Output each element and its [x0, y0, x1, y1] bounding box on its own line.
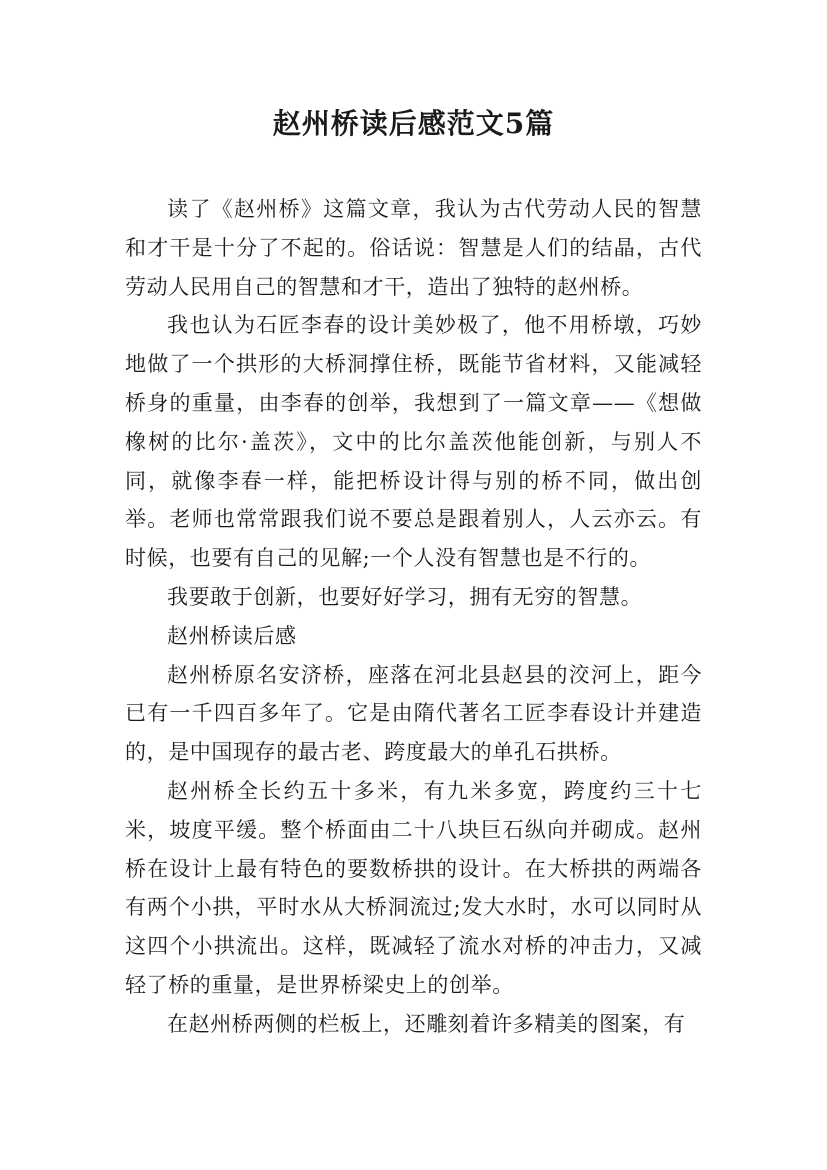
document-title: 赵州桥读后感范文5篇: [272, 107, 555, 140]
paragraph-3: 我要敢于创新，也要好好学习，拥有无穷的智慧。: [167, 584, 643, 609]
document-body: [125, 190, 702, 1044]
paragraph-5: 赵州桥全长约五十多米，有九米多宽，跨度约三十七米，坡度平缓。整个桥面由二十八块巨石纵向并砌成。赵州桥在设计上最有特色的要数桥拱的设计。在大桥拱的两端各有两个小拱，平时水从大桥洞流过;发大水时，水可以同时从这四个小拱流出。这样，既减轻了流水对桥的冲击力，又减轻了桥的重量，是世界桥梁史上的创举。: [125, 778, 702, 997]
paragraph-1: 读了《赵州桥》这篇文章，我认为古代劳动人民的智慧和才干是十分了不起的。俗话说：智慧是人们的结晶，古代劳动人民用自己的智慧和才干，造出了独特的赵州桥。: [125, 197, 702, 299]
paragraph-6: 在赵州桥两侧的栏板上，还雕刻着许多精美的图案，有: [167, 1011, 686, 1036]
paragraph-2: 我也认为石匠李春的设计美妙极了，他不用桥墩，巧妙地做了一个拱形的大桥洞撑住桥，既能节省材料，又能减轻桥身的重量，由李春的创举，我想到了一篇文章——《想做橡树的比尔·盖茨》，文中的比尔盖茨他能创新，与别人不同，就像李春一样，能把桥设计得与别的桥不同，做出创举。老师也常常跟我们说不要总是跟着别人，人云亦云。有时候，也要有自己的见解;一个人没有智慧也是不行的。: [125, 313, 702, 571]
section-heading: 赵州桥读后感: [167, 623, 297, 648]
paragraph-4: 赵州桥原名安济桥，座落在河北县赵县的洨河上，距今已有一千四百多年了。它是由隋代著名工匠李春设计并建造的，是中国现存的最古老、跨度最大的单孔石拱桥。: [125, 662, 702, 765]
